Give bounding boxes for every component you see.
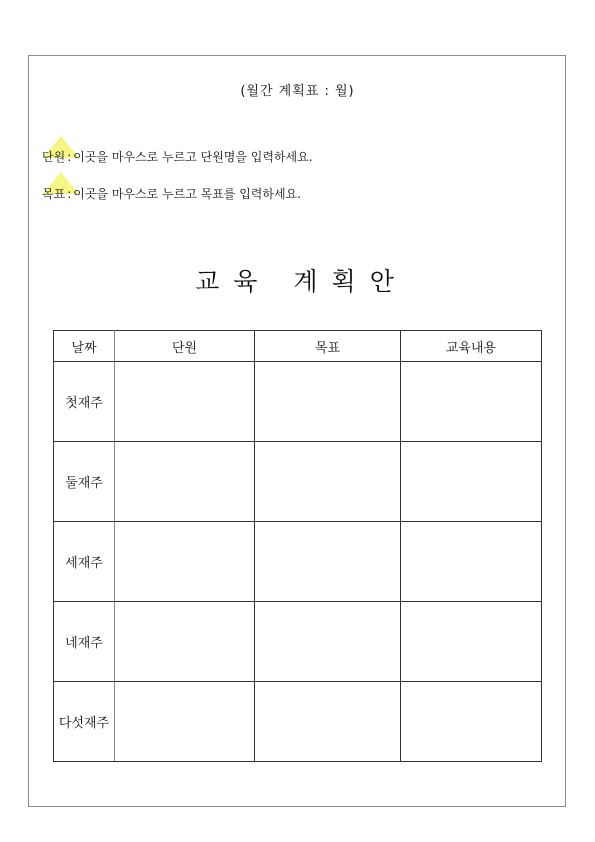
column-header-goal: 목표: [255, 331, 401, 362]
content-cell[interactable]: [401, 682, 542, 762]
unit-cell[interactable]: [115, 682, 255, 762]
content-cell[interactable]: [401, 442, 542, 522]
unit-cell[interactable]: [115, 362, 255, 442]
table-row: [54, 442, 542, 522]
goal-cell[interactable]: [255, 602, 401, 682]
table-header-row: [54, 331, 542, 362]
table-row: [54, 362, 542, 442]
goal-cell[interactable]: [255, 442, 401, 522]
column-header-date: 날짜: [54, 331, 115, 362]
week-label: 세재주: [54, 522, 115, 602]
content-cell[interactable]: [401, 522, 542, 602]
month-title[interactable]: (월간 계획표 : 월): [240, 84, 355, 99]
week-label: 첫재주: [54, 362, 115, 442]
content-cell[interactable]: [401, 602, 542, 682]
column-header-unit: 단원: [115, 331, 255, 362]
column-header-content: 교육내용: [401, 331, 542, 362]
week-label: 둘재주: [54, 442, 115, 522]
goal-cell[interactable]: [255, 682, 401, 762]
goal-cell[interactable]: [255, 362, 401, 442]
education-plan-table: [53, 330, 542, 762]
week-label: 다섯재주: [54, 682, 115, 762]
document-title: 교육 계획안: [195, 267, 408, 296]
goal-separator: :: [67, 187, 72, 201]
goal-field[interactable]: [42, 185, 301, 202]
goal-label: 목표: [42, 187, 66, 201]
unit-input-prompt[interactable]: 이곳을 마우스로 누르고 단원명을 입력하세요.: [73, 150, 313, 164]
unit-field[interactable]: [42, 148, 313, 165]
unit-cell[interactable]: [115, 602, 255, 682]
table-row: [54, 682, 542, 762]
table-row: [54, 522, 542, 602]
content-cell[interactable]: [401, 362, 542, 442]
goal-input-prompt[interactable]: 이곳을 마우스로 누르고 목표를 입력하세요.: [73, 187, 301, 201]
unit-label: 단원: [42, 150, 66, 164]
goal-cell[interactable]: [255, 522, 401, 602]
unit-cell[interactable]: [115, 442, 255, 522]
table-row: [54, 602, 542, 682]
unit-cell[interactable]: [115, 522, 255, 602]
unit-separator: :: [67, 150, 72, 164]
week-label: 네재주: [54, 602, 115, 682]
